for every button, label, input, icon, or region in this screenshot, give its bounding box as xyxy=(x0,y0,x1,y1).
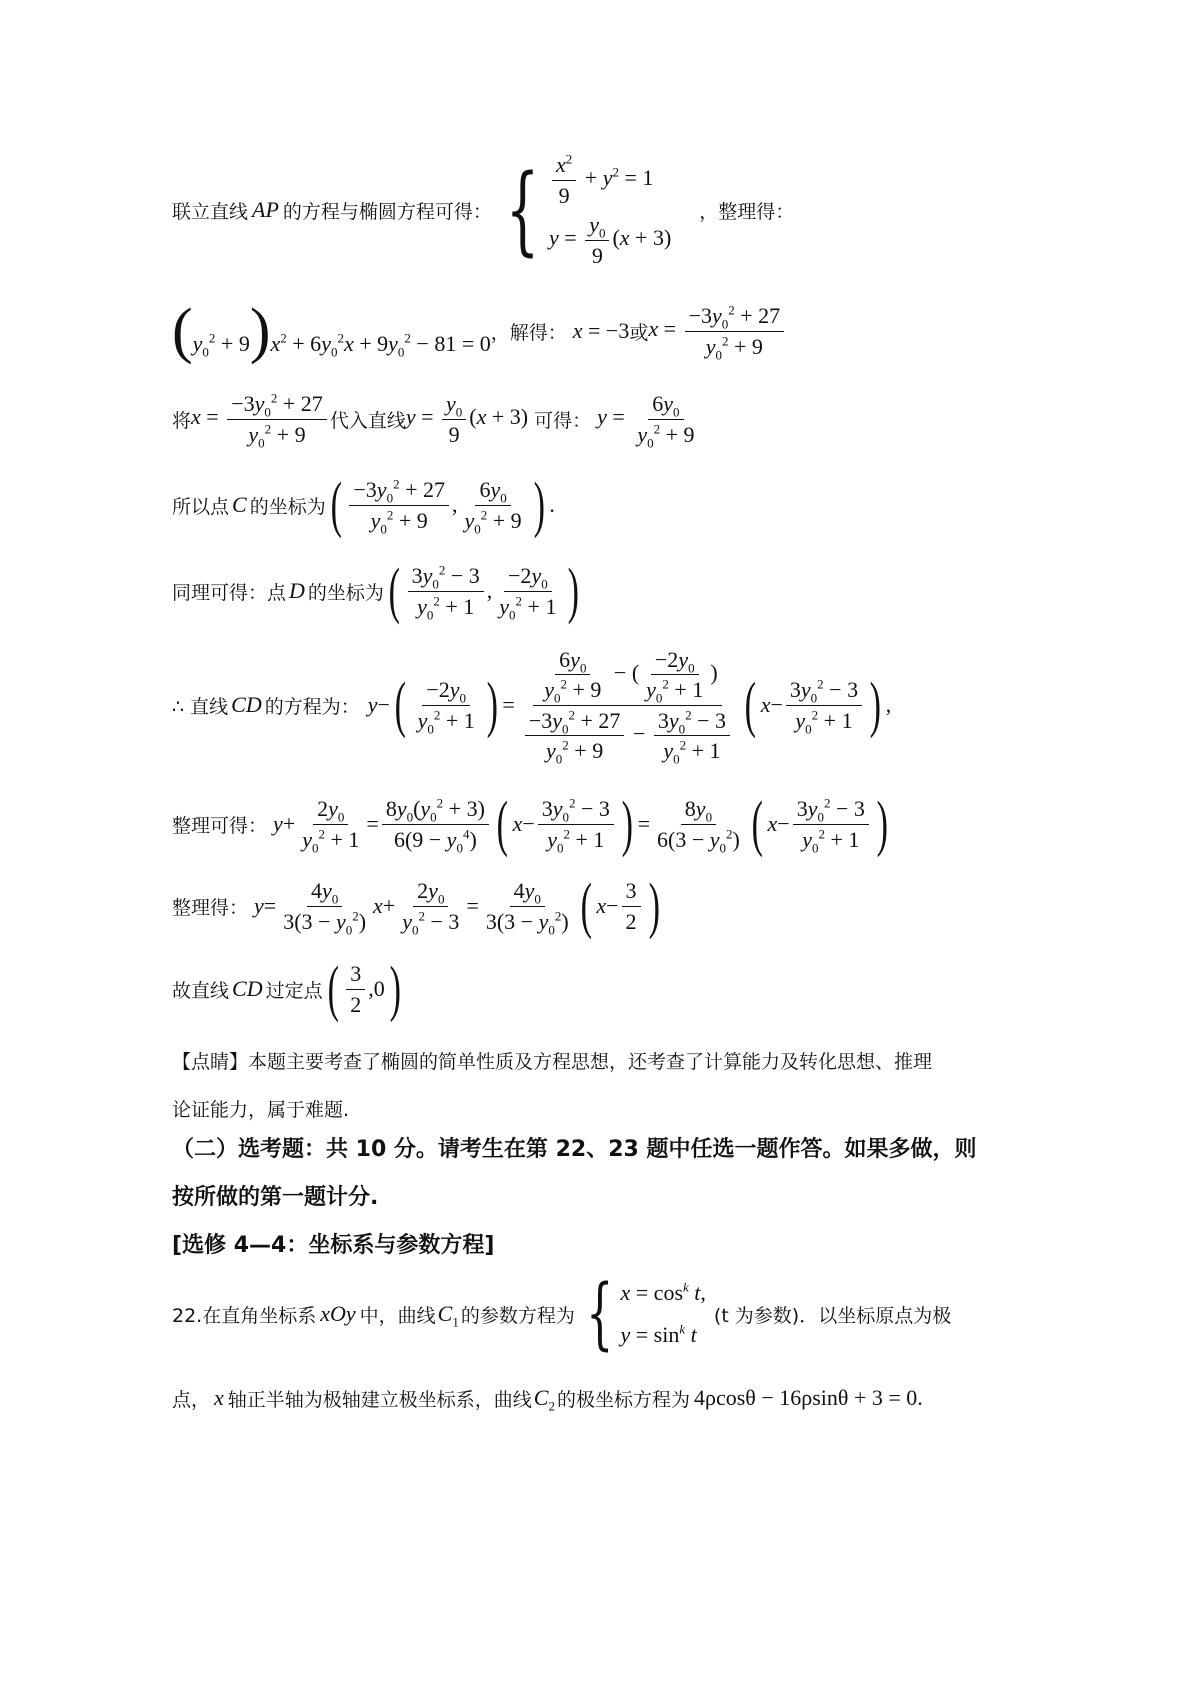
line-simplify-1: 整理可得： y + $\frac{2y_0}{y_0^2 + 1}$ = $\frac{8y_0(y_0^2 + 3)}{6(9 - y_0^4)}$ ( x − $\frac{3y_0^2 - 3}{y_0^2 + 1}$ ) = $\frac{8y_0}{6(3 - y_0^2)}$ ( x − $\frac{3y_0^2 - 3}{y_0^2 + 1}$ ) xyxy=(172,790,888,858)
line-cd-equation: ∴ 直线 CD 的方程为： y − ( $\frac{-2y_0}{y_0^2 + 1}$ ) = $\frac{6y_0}{y_0^2 + 9}$ − ( $\frac{-2y_0}{y_0^2 + 1}$ ) $\frac{-3y_0^2 + 27}{y_0^2 + 9}$ − $\frac{3y_0^2 - 3}{y_0^2 + 1}$ ( x − $\frac{3y_0^2 - 3}{y_0^2 + 1}$ ) , xyxy=(172,646,892,767)
comment-block: 【点睛】本题主要考查了椭圆的简单性质及方程思想，还考查了计算能力及转化思想、推理 论证能力，属于难题. xyxy=(172,1051,933,1121)
line-quadratic: $(y_0^2 + 9)x^2 + 6y_0^2x + 9y_0^2 - 81 = 0$ ，解得： x = −3 或 x = $\frac{-3y_0^2 + 27}{y_0^2 + 9}$ xyxy=(172,296,787,366)
question-22-line2: 点， x 轴正半轴为极轴建立极坐标系，曲线 $C_2$ 的极坐标方程为 4ρcosθ − 16ρsinθ + 3 = 0 . xyxy=(172,1385,923,1414)
brace-icon: { xyxy=(505,154,540,266)
question-22-line1: 22.在直角坐标系 xOy 中，曲线 $C_1$ 的参数方程为 { $x = \cos^k t$, $y = \sin^k t$ (t 为参数)．以坐标原点为极 xyxy=(172,1269,952,1359)
section-header: （二）选考题：共 10 分。请考生在第 22、23 题中任选一题作答。如果多做，则 按所做的第一题计分. [选修 4—4：坐标系与参数方程] xyxy=(172,1126,1072,1270)
parametric-system: $x = \cos^k t$, $y = \sin^k t$ xyxy=(620,1279,706,1347)
line-point-d: 同理可得：点 D 的坐标为 ( $\frac{3y_0^2 - 3}{y_0^2 + 1}$ , $\frac{-2y_0}{y_0^2 + 1}$ ) xyxy=(172,557,580,625)
line-point-c: 所以点 C 的坐标为 ( $\frac{-3y_0^2 + 27}{y_0^2 + 9}$ , $\frac{6y_0}{y_0^2 + 9}$ ) . xyxy=(172,471,555,539)
line-system: 联立直线 AP 的方程与椭圆方程可得： { $\frac{x^2}{9}$ + $y^2 = 1$ y = $\frac{y_0}{9}$ (x + 3) ，整理得： xyxy=(172,150,794,270)
equation-system: $\frac{x^2}{9}$ + $y^2 = 1$ y = $\frac{y_0}{9}$ (x + 3) xyxy=(549,151,672,268)
line-fixed-point: 故直线 CD 过定点 ( $\frac{3}{2}$ ,0 ) xyxy=(172,955,401,1023)
brace-icon-2: { xyxy=(586,1269,614,1359)
comment-label: 【点睛】 xyxy=(172,1051,249,1073)
line-simplify-2: 整理得： y = $\frac{4y_0}{3(3 - y_0^2)}$ x + $\frac{2y_0}{y_0^2 - 3}$ = $\frac{4y_0}{3(3 - y_0^2)}$ ( x − $\frac{3}{2}$ ) xyxy=(172,872,660,940)
section-heading: [选修 4—4：坐标系与参数方程] xyxy=(172,1233,495,1258)
line-substitute: 将 x = $\frac{-3y_0^2 + 27}{y_0^2 + 9}$ 代入直线 y = $\frac{y_0}{9}$ (x + 3) 可得： y = $\frac{6y_0}{y_0^2 + 9}$ xyxy=(172,390,695,450)
